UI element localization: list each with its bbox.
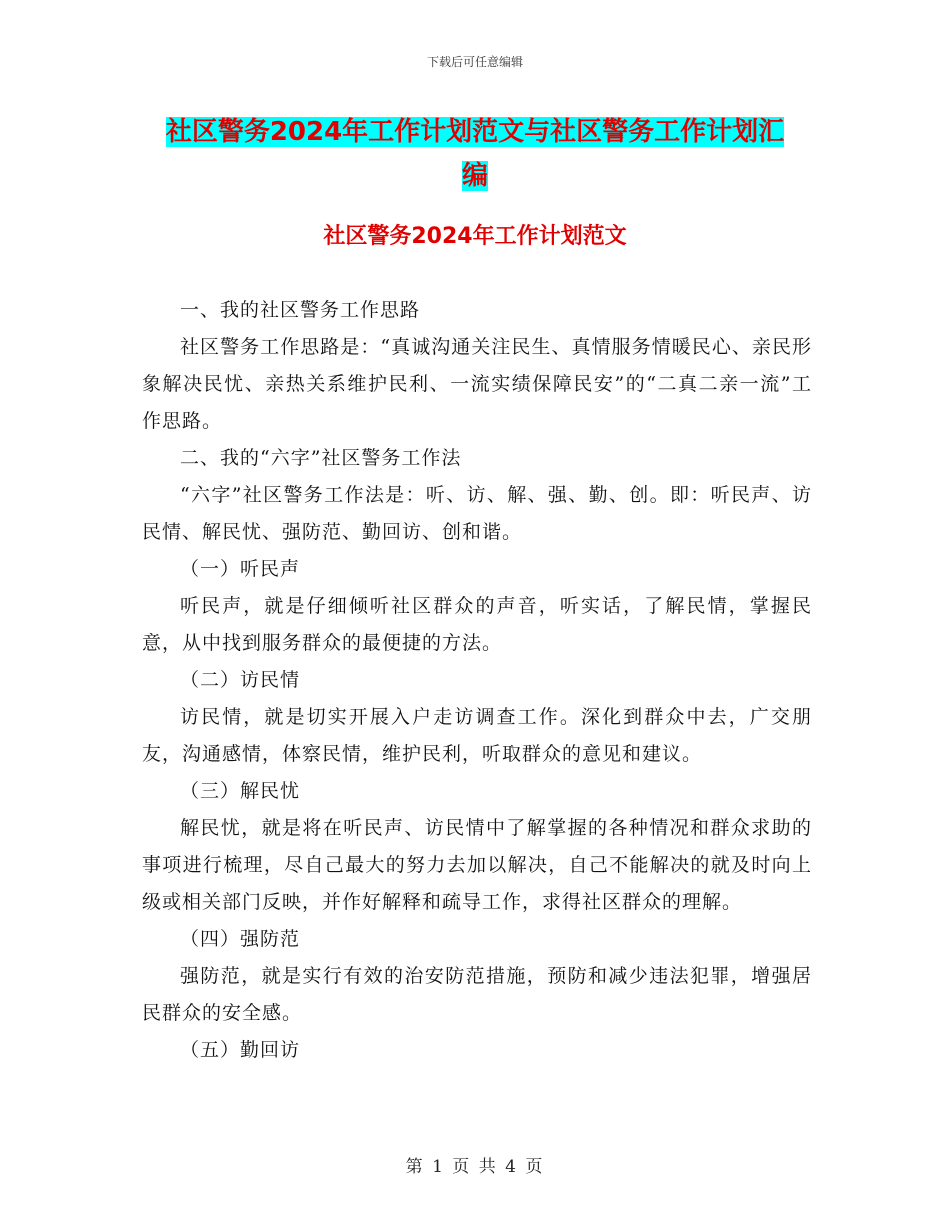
subheading-revisit: （五）勤回访 [180, 1039, 301, 1061]
paragraph-six-word-method: “六字”社区警务工作法是：听、访、解、强、勤、创。即：听民声、访民情、解民忧、强防范、勤回访、创和谐。 [142, 484, 812, 543]
subheading-solve: （三）解民忧 [180, 780, 301, 802]
section-title: 社区警务2024年工作计划范文 [323, 224, 627, 249]
document-body [142, 292, 812, 1069]
subheading-visit: （二）访民情 [180, 669, 301, 691]
paragraph-work-approach: 社区警务工作思路是：“真诚沟通关注民生、真情服务情暖民心、亲民形象解决民忧、亲热关系维护民利、一流实绩保障民安”的“二真二亲一流”工作思路。 [142, 336, 812, 432]
subheading-listen: （一）听民声 [180, 558, 301, 580]
document-title-line-2: 编 [461, 161, 488, 191]
paragraph-prevention: 强防范，就是实行有效的治安防范措施，预防和减少违法犯罪，增强居民群众的安全感。 [142, 965, 812, 1024]
document-title [0, 110, 950, 198]
document-title-line-1: 社区警务2024年工作计划范文与社区警务工作计划汇 [165, 117, 785, 147]
subheading-prevention: （四）强防范 [180, 928, 301, 950]
heading-six-word-method: 二、我的“六字”社区警务工作法 [180, 447, 462, 469]
heading-work-approach: 一、我的社区警务工作思路 [180, 299, 421, 321]
paragraph-solve: 解民忧，就是将在听民声、访民情中了解掌握的各种情况和群众求助的事项进行梳理，尽自己最大的努力去加以解决，自己不能解决的就及时向上级或相关部门反映，并作好解释和疏导工作，求得社区群众的理解。 [142, 817, 812, 913]
page-footer: 第 1 页 共 4 页 [405, 1157, 545, 1177]
paragraph-listen: 听民声，就是仔细倾听社区群众的声音，听实话，了解民情，掌握民意，从中找到服务群众的最便捷的方法。 [142, 595, 812, 654]
paragraph-visit: 访民情，就是切实开展入户走访调查工作。深化到群众中去，广交朋友，沟通感情，体察民情，维护民利，听取群众的意见和建议。 [142, 706, 812, 765]
header-note: 下载后可任意编辑 [426, 55, 523, 69]
